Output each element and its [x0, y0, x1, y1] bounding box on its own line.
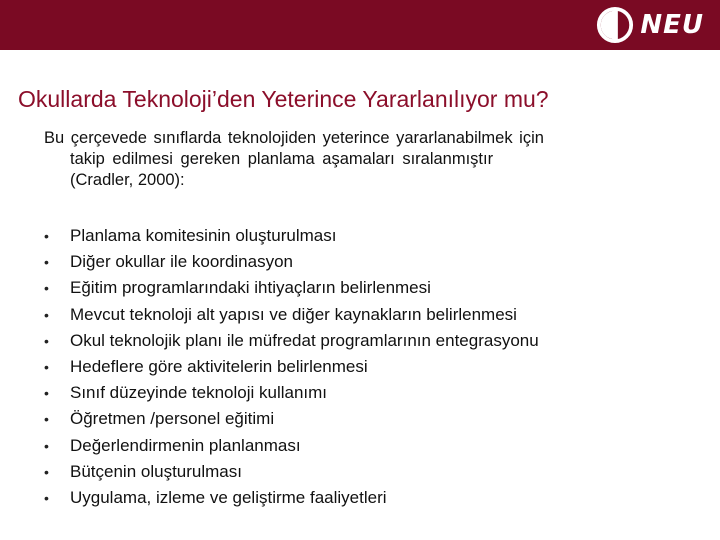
list-item-text: Bütçenin oluşturulması: [70, 461, 242, 481]
bullet-icon: •: [44, 306, 49, 323]
list-item: [44, 302, 539, 328]
bullet-icon: •: [44, 280, 49, 297]
list-item-text: Değerlendirmenin planlanması: [70, 435, 301, 455]
bullet-icon: •: [44, 463, 49, 480]
list-item-text: Planlama komitesinin oluşturulması: [70, 226, 337, 245]
list-item: [44, 249, 539, 275]
bullet-icon: •: [44, 358, 49, 375]
logo: [596, 4, 704, 46]
list-item: [44, 406, 539, 432]
bullet-icon: •: [44, 411, 49, 428]
list-item-text: Eğitim programlarındaki ihtiyaçların belirlenmesi: [70, 278, 431, 298]
list-item-text: Hedeflere göre aktivitelerin belirlenmesi: [70, 356, 368, 376]
list-item: [44, 328, 539, 354]
list-item-text: Okul teknolojik planı ile müfredat programlarının entegrasyonu: [70, 330, 539, 350]
intro-paragraph: [44, 128, 694, 191]
list-item: [44, 354, 539, 380]
bullet-icon: •: [44, 254, 49, 271]
intro-line: takip edilmesi gereken planlama aşamaları sıralanmıştır: [70, 150, 494, 168]
list-item: [44, 459, 539, 485]
intro-line: (Cradler, 2000):: [70, 171, 185, 189]
slide-title: Okullarda Teknoloji’den Yeterince Yararlanılıyor mu?: [18, 86, 549, 112]
bullet-icon: •: [44, 489, 49, 506]
planning-steps-list: [44, 223, 539, 511]
list-item: [44, 380, 539, 406]
list-item: [44, 433, 539, 459]
list-item-text: Diğer okullar ile koordinasyon: [70, 252, 294, 272]
list-item-text: Öğretmen /personel eğitimi: [70, 409, 275, 429]
header-bar: [0, 0, 720, 50]
logo-text: NEU: [640, 10, 704, 40]
bullet-icon: •: [44, 228, 49, 244]
list-item: [44, 485, 539, 511]
list-item-text: Uygulama, izleme ve geliştirme faaliyetleri: [70, 487, 387, 507]
list-item: [44, 275, 539, 301]
list-item-text: Sınıf düzeyinde teknoloji kullanımı: [70, 383, 328, 403]
bullet-icon: •: [44, 385, 49, 402]
intro-line: Bu çerçevede sınıflarda teknolojiden yeterince yararlanabilmek için: [44, 129, 544, 147]
bullet-icon: •: [44, 332, 49, 349]
neu-logo-mark-icon: [596, 6, 634, 44]
bullet-icon: •: [44, 437, 49, 454]
list-item-text: Mevcut teknoloji alt yapısı ve diğer kaynakların belirlenmesi: [70, 304, 517, 324]
list-item: [44, 223, 539, 249]
